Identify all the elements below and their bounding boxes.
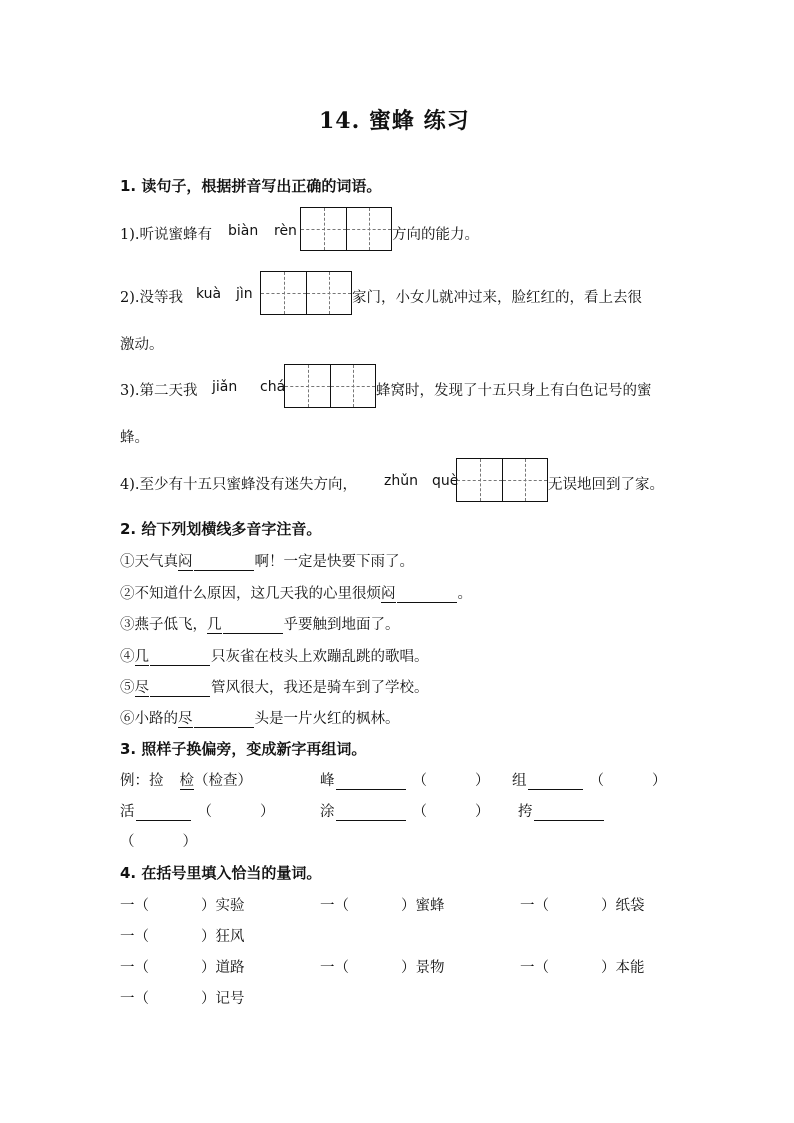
s3-item-kua-paren: （ ） (120, 834, 197, 850)
s1-q2-pre: 2).没等我 (120, 290, 183, 306)
s2-item-5: ⑤尽 管风很大，我还是骑车到了学校。 (120, 680, 429, 696)
s4-item-zhidai: 一（ ）纸袋 (520, 898, 645, 914)
s2-item-6: ⑥小路的尽 头是一片火红的枫林。 (120, 711, 400, 727)
s3-item-kua: 挎 (518, 800, 605, 821)
s1-q1-post: 方向的能力。 (392, 227, 479, 243)
s1-q3-pre: 3).第二天我 (120, 383, 198, 399)
answer-blank[interactable] (150, 649, 210, 666)
s2-item-4: ④几 只灰雀在枝头上欢蹦乱跳的歌唱。 (120, 649, 429, 665)
s1-q3-pinyin-1: jiǎn (212, 379, 238, 395)
s1-q3-writing-grid[interactable] (284, 364, 376, 408)
s2-item-3: ③燕子低飞，几 乎要触到地面了。 (120, 617, 400, 633)
s3-item-huo: 活 （ ） (120, 804, 275, 820)
s2-item-1: ①天气真闷 啊！一定是快要下雨了。 (120, 554, 414, 570)
s1-q1-pre: 1).听说蜜蜂有 (120, 227, 212, 243)
underlined-char: 几 (207, 617, 222, 633)
answer-blank[interactable] (150, 680, 210, 697)
s3-item-zu: 组 （ ） (512, 773, 667, 789)
s1-q2-post: 家门，小女儿就冲过来，脸红红的，看上去很 (352, 290, 642, 306)
section-2-heading: 2. 给下列划横线多音字注音。 (120, 520, 322, 538)
answer-blank[interactable] (336, 773, 406, 790)
s4-item-mifeng: 一（ ）蜜蜂 (320, 898, 445, 914)
underlined-char: 尽 (134, 680, 149, 696)
answer-blank[interactable] (136, 804, 191, 821)
s4-item-benneng: 一（ ）本能 (520, 960, 645, 976)
s1-q4-writing-grid[interactable] (456, 458, 548, 502)
s4-item-jingwu: 一（ ）景物 (320, 960, 445, 976)
answer-blank[interactable] (223, 617, 283, 634)
section-3-heading: 3. 照样子换偏旁，变成新字再组词。 (120, 740, 367, 758)
s4-item-shiyan: 一（ ）实验 (120, 898, 245, 914)
underlined-char: 几 (134, 649, 149, 665)
s4-item-kuangfeng: 一（ ）狂风 (120, 929, 245, 945)
s1-q2-pinyin-2: jìn (236, 286, 253, 302)
answer-blank[interactable] (397, 586, 457, 603)
answer-blank[interactable] (194, 711, 254, 728)
underlined-char: 闷 (178, 554, 193, 570)
section-1-heading: 1. 读句子，根据拼音写出正确的词语。 (120, 177, 382, 195)
underlined-char: 检 (179, 773, 194, 789)
page-title: 14. 蜜蜂 练习 (319, 108, 470, 134)
answer-blank[interactable] (534, 804, 604, 821)
s3-item-feng: 峰 （ ） (320, 773, 490, 789)
answer-blank[interactable] (336, 804, 406, 821)
s1-q3-pinyin-2: chá (260, 379, 286, 395)
section-4-heading: 4. 在括号里填入恰当的量词。 (120, 864, 322, 882)
s1-q3-post: 蜂窝时，发现了十五只身上有白色记号的蜜 (376, 383, 652, 399)
s1-q4-pinyin-2: què (432, 473, 459, 489)
underlined-char: 闷 (381, 586, 396, 602)
s1-q4-post: 无误地回到了家。 (548, 477, 664, 493)
s1-q1-writing-grid[interactable] (300, 207, 392, 251)
s3-item-tu: 涂 （ ） (320, 804, 490, 820)
s3-example: 例：捡 检（检查） (120, 773, 252, 789)
s1-q1-pinyin-2: rèn (274, 223, 297, 239)
s1-q1-pinyin-1: biàn (228, 223, 259, 239)
s1-q2-pinyin-1: kuà (196, 286, 222, 302)
s1-q3-cont: 蜂。 (120, 430, 149, 446)
s2-item-2: ②不知道什么原因，这几天我的心里很烦闷 。 (120, 586, 472, 602)
s1-q4-pinyin-1: zhǔn (384, 473, 418, 489)
answer-blank[interactable] (528, 773, 583, 790)
s1-q4-pre: 4).至少有十五只蜜蜂没有迷失方向， (120, 477, 357, 493)
underlined-char: 尽 (178, 711, 193, 727)
s1-q2-cont: 激动。 (120, 337, 164, 353)
answer-blank[interactable] (194, 554, 254, 571)
s4-item-jihao: 一（ ）记号 (120, 991, 245, 1007)
s1-q2-writing-grid[interactable] (260, 271, 352, 315)
s4-item-daolu: 一（ ）道路 (120, 960, 245, 976)
